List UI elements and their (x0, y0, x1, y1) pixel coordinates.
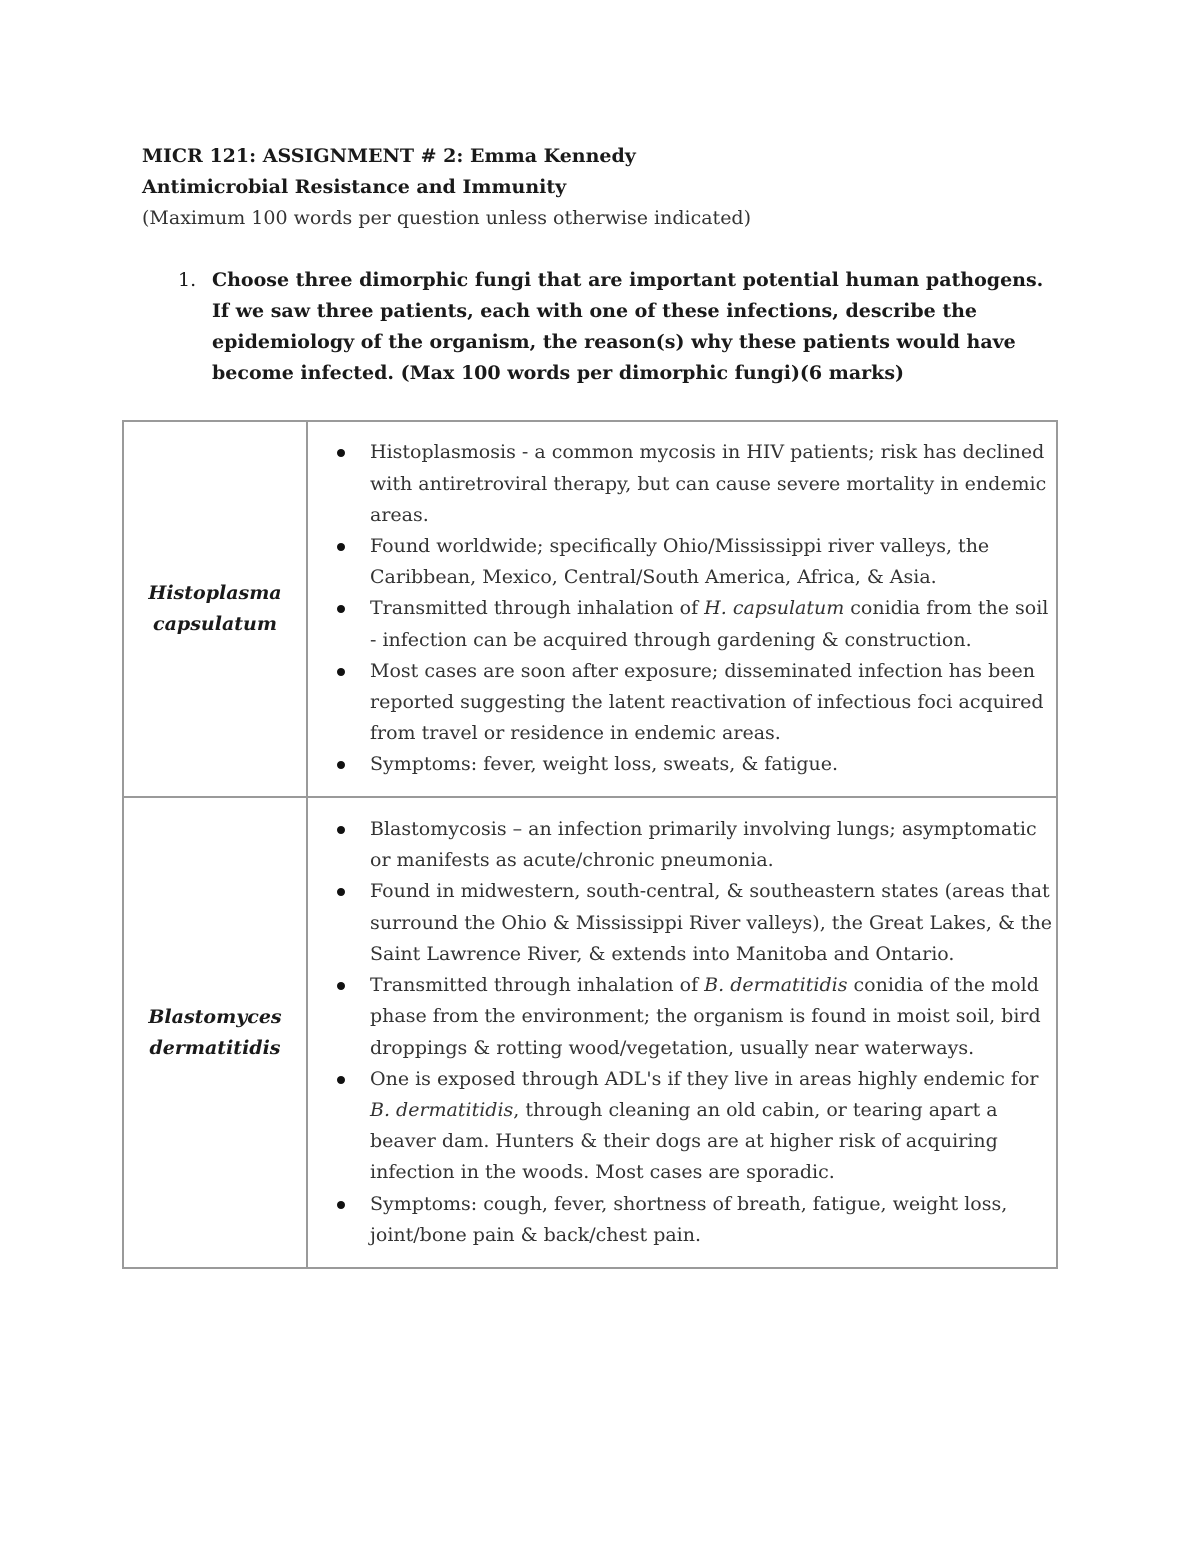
list-item: Blastomycosis – an infection primarily involving lungs; asymptomatic or manifests as acute/chronic pneumonia. (370, 814, 1056, 876)
document-header (142, 141, 1082, 234)
bullet-icon (337, 543, 345, 551)
table-row (123, 797, 1057, 1268)
bullet-icon (337, 761, 345, 769)
fungus-details-cell (307, 421, 1057, 797)
bullet-icon (337, 449, 345, 457)
list-item: Symptoms: fever, weight loss, sweats, & fatigue. (370, 749, 1056, 780)
bullet-icon (337, 888, 345, 896)
bullet-icon (337, 1076, 345, 1084)
bullet-icon (337, 826, 345, 834)
bullet-list (308, 437, 1056, 780)
list-item: Most cases are soon after exposure; disseminated infection has been reported suggesting the latent reactivation of infectious foci acquired from travel or residence in endemic areas. (370, 656, 1056, 750)
table-row (123, 421, 1057, 797)
word-limit-note: (Maximum 100 words per question unless otherwise indicated) (142, 207, 752, 229)
list-item: Transmitted through inhalation of B. dermatitidis conidia of the mold phase from the environment; the organism is found in moist soil, bird droppings & rotting wood/vegetation, usually near waterways. (370, 970, 1056, 1064)
list-item: Found in midwestern, south-central, & southeastern states (areas that surround the Ohio & Mississippi River valleys), the Great Lakes, & the Saint Lawrence River, & extends into Manitoba and Ontario. (370, 876, 1056, 970)
fungus-name: capsulatum (153, 613, 277, 635)
bullet-icon (337, 605, 345, 613)
bullet-icon (337, 1201, 345, 1209)
fungus-name: Blastomyces (148, 1005, 282, 1028)
fungus-name: Histoplasma (148, 582, 282, 604)
list-item: Histoplasmosis - a common mycosis in HIV patients; risk has declined with antiretroviral therapy, but can cause severe mortality in endemic areas. (370, 437, 1056, 531)
list-item: One is exposed through ADL's if they live in areas highly endemic for B. dermatitidis, through cleaning an old cabin, or tearing apart a beaver dam. Hunters & their dogs are at higher risk of acquiring infection in the woods. Most cases are sporadic. (370, 1064, 1056, 1189)
bullet-icon (337, 982, 345, 990)
list-item: Symptoms: cough, fever, shortness of breath, fatigue, weight loss, joint/bone pain & back/chest pain. (370, 1189, 1056, 1251)
assignment-title: MICR 121: ASSIGNMENT # 2: Emma Kennedy (142, 145, 636, 167)
assignment-subtitle: Antimicrobial Resistance and Immunity (142, 176, 567, 198)
list-item: Transmitted through inhalation of H. capsulatum conidia from the soil - infection can be acquired through gardening & construction. (370, 593, 1056, 655)
list-item: Found worldwide; specifically Ohio/Mississippi river valleys, the Caribbean, Mexico, Central/South America, Africa, & Asia. (370, 531, 1056, 593)
question-number: 1. (178, 269, 197, 291)
fungus-name: dermatitidis (149, 1036, 281, 1059)
fungus-name-cell (123, 797, 307, 1268)
fungus-details-cell (307, 797, 1057, 1268)
fungus-name-cell (123, 421, 307, 797)
fungi-table (122, 420, 1058, 1269)
bullet-icon (337, 668, 345, 676)
bullet-list (308, 814, 1056, 1251)
question-text: Choose three dimorphic fungi that are important potential human pathogens. If we saw three patients, each with one of these infections, describe the epidemiology of the organism, the reason(s) why these patients would have become infected. (Max 100 words per dimorphic fungi)(6 marks) (212, 269, 1044, 384)
